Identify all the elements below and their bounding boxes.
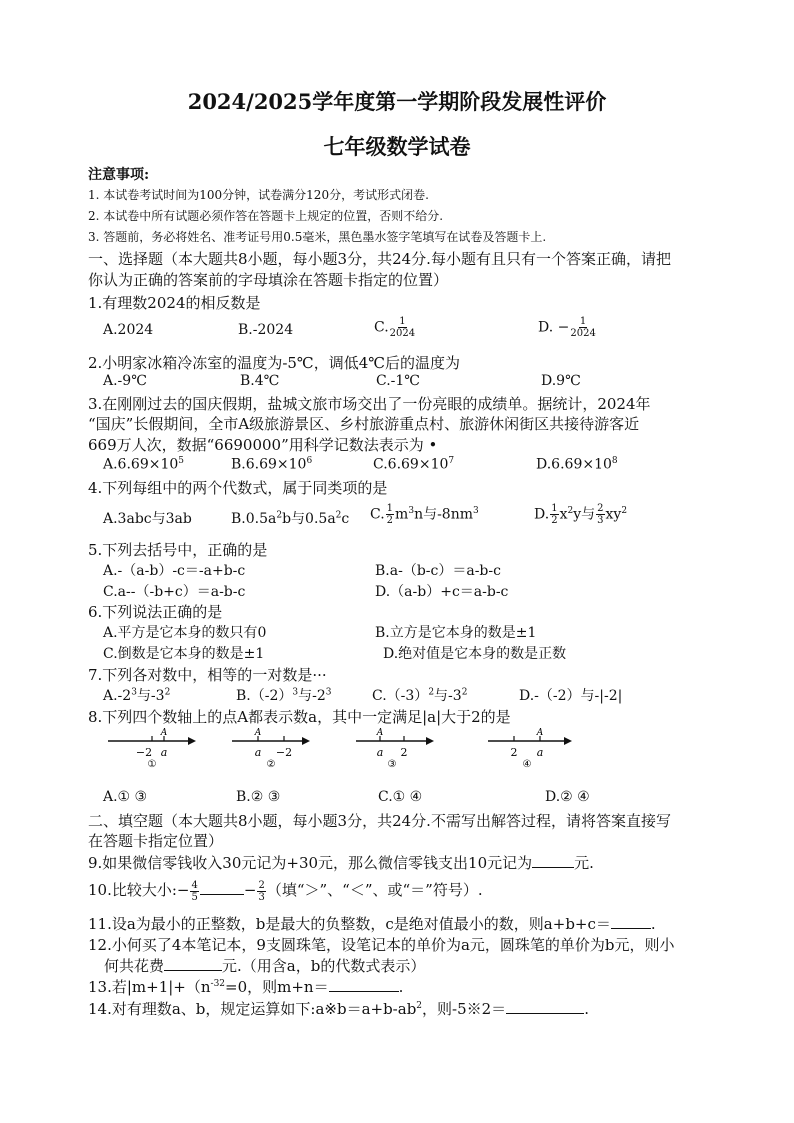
section2-heading-line2: 在答题卡指定位置） <box>88 832 224 850</box>
q12-text: 何共花费 <box>104 957 165 975</box>
q7-b-2: 与-2 <box>298 688 326 704</box>
q4-b-e1: 2 <box>276 510 283 521</box>
q3-stem-line1: 3.在刚刚过去的国庆假期，盐城文旅市场交出了一份亮眼的成绩单。据统计，2024年 <box>88 395 651 413</box>
q5-option-c: C.a--（-b+c）＝a-b-c <box>103 584 246 600</box>
q5-option-a: A.-（a-b）-c＝-a+b-c <box>103 563 246 579</box>
q8-stem: 8.下列四个数轴上的点A都表示数a，其中一定满足|a|大于2的是 <box>88 708 511 726</box>
q4-b-1: B.0.5a <box>231 511 277 527</box>
q4-d-den1: 2 <box>551 515 558 526</box>
q4-option-b <box>231 508 349 528</box>
q10-n1: 4 <box>191 879 198 891</box>
q12-end: 元.（用含a，b的代数式表示） <box>222 957 426 975</box>
q3-stem-line2: “国庆”长假期间，全市A级旅游景区、乡村旅游重点村、旅游休闲街区共接待游客近 <box>88 415 640 433</box>
q14-exp: 2 <box>416 1001 423 1011</box>
q4-d-e1: 2 <box>567 505 574 516</box>
q1-d-prefix: D. − <box>538 319 570 336</box>
q3-b-text: B.6.69×10 <box>231 456 307 473</box>
section2-heading-line1: 二、填空题（本大题共8小题，每小题3分，共24分.不需写出解答过程，请将答案直接写 <box>88 812 671 830</box>
axis4-number: ④ <box>522 759 532 769</box>
q1-option-a: A.2024 <box>103 322 154 338</box>
q6-option-b: B.立方是它本身的数是±1 <box>375 625 537 641</box>
q1-stem: 1.有理数2024的相反数是 <box>88 294 261 312</box>
q12-line1: 12.小何买了4本笔记本，9支圆珠笔，设笔记本的单价为a元，圆珠笔的单价为b元，则小 <box>88 936 675 954</box>
q11-text: 11.设a为最小的正整数，b是最大的负整数，c是绝对值最小的数，则a+b+c＝ <box>88 915 611 933</box>
q2-option-c: C.-1℃ <box>376 373 420 389</box>
exam-title: 2024/2025学年度第一学期阶段发展性评价 <box>187 89 607 114</box>
axis4-tick2: a <box>536 746 544 759</box>
q1-c-fraction <box>390 316 415 339</box>
q1-c-num: 1 <box>399 316 406 327</box>
number-line-3 <box>352 727 452 769</box>
q4-c-e2: 3 <box>473 505 479 516</box>
number-line-2 <box>228 727 328 769</box>
q1-option-b: B.-2024 <box>238 322 294 338</box>
axis4-label-a: A <box>536 728 544 738</box>
q9-answer-blank[interactable] <box>532 853 574 868</box>
q7-a-1: A.-2 <box>103 688 132 704</box>
q10-minus: − <box>243 881 257 899</box>
axis1-label-a: A <box>160 728 168 738</box>
q3-d-text: D.6.69×10 <box>536 456 612 473</box>
q6-option-d: D.绝对值是它本身的数是正数 <box>383 646 567 662</box>
q14-end: . <box>584 1000 589 1018</box>
q4-b-2: b与0.5a <box>282 511 336 527</box>
q13-mid: =0，则m+n＝ <box>225 978 329 996</box>
q4-d-den2: 3 <box>597 515 604 526</box>
q1-option-c <box>374 316 416 339</box>
q1-option-d <box>538 316 597 339</box>
q11 <box>88 913 794 934</box>
axis1-number: ① <box>147 759 157 769</box>
q3-a-exp: 5 <box>178 456 185 466</box>
notes-heading: 注意事项: <box>88 167 150 183</box>
q4-c-fraction <box>386 503 394 526</box>
q2-option-a: A.-9℃ <box>103 373 147 389</box>
q7-b-e2: 3 <box>325 687 332 698</box>
axis3-number: ③ <box>387 759 397 769</box>
q10-answer-blank[interactable] <box>200 880 244 895</box>
q10-n2: 2 <box>258 879 265 891</box>
q7-a-2: 与-3 <box>136 688 165 704</box>
q7-c-e1: 2 <box>428 687 435 698</box>
number-line-1 <box>104 727 204 769</box>
q9-unit: 元. <box>574 854 594 872</box>
q13-text: 13.若|m+1|+（n <box>88 978 211 996</box>
q2-option-d: D.9℃ <box>541 373 581 389</box>
q4-d-3: xy <box>605 506 622 523</box>
q11-end: . <box>650 915 656 933</box>
q6-stem: 6.下列说法正确的是 <box>88 603 223 621</box>
q7-option-c <box>372 685 467 705</box>
q7-c-e2: 2 <box>461 687 468 698</box>
axis2-tick2: −2 <box>275 746 293 759</box>
axis1-tick1: −2 <box>135 746 153 759</box>
q13-end: . <box>398 978 404 996</box>
q8-option-d: D.② ④ <box>545 789 590 805</box>
axis2-number: ② <box>266 759 276 769</box>
axis3-tick2: 2 <box>400 746 408 759</box>
q3-c-exp: 7 <box>448 456 455 466</box>
q3-option-c <box>373 456 454 473</box>
q3-c-text: C.6.69×10 <box>373 456 449 473</box>
section1-heading-line1: 一、选择题（本大题共8小题，每小题3分，共24分.每小题有且只有一个答案正确，请把 <box>88 250 671 268</box>
q9 <box>88 852 794 873</box>
number-line-4 <box>484 727 584 769</box>
q3-option-a <box>103 456 184 473</box>
q4-option-a: A.3abc与3ab <box>103 511 192 527</box>
q10-text: 10.比较大小:− <box>88 881 190 899</box>
q14-answer-blank[interactable] <box>506 999 584 1014</box>
q7-c-2: 与-3 <box>434 688 462 704</box>
q4-d-fraction-1 <box>550 503 558 526</box>
q3-a-text: A.6.69×10 <box>103 456 179 473</box>
q7-option-d: D.-（-2）与-|-2| <box>519 688 623 704</box>
q8-option-c: C.① ④ <box>378 789 423 805</box>
q4-d-e2: 2 <box>621 505 628 516</box>
q4-c-prefix: C. <box>370 506 385 523</box>
q9-text: 9.如果微信零钱收入30元记为+30元，那么微信零钱支出10元记为 <box>88 854 533 872</box>
axis2-label-a: A <box>254 728 262 738</box>
q8-option-a: A.① ③ <box>103 789 148 805</box>
q4-option-c <box>370 503 479 526</box>
q13 <box>88 976 794 997</box>
axis2-tick1: a <box>254 746 262 759</box>
section1-heading-line2: 你认为正确的答案前的字母填涂在答题卡指定的位置） <box>88 271 449 289</box>
q7-c-1: C.（-3） <box>372 688 429 704</box>
q1-c-den: 2024 <box>389 328 416 339</box>
q4-d-fraction-2 <box>596 503 604 526</box>
q4-c-den: 2 <box>386 515 394 526</box>
q4-option-d <box>534 503 627 526</box>
q6-option-a: A.平方是它本身的数只有0 <box>103 625 267 641</box>
q7-option-a <box>103 685 170 705</box>
q10-fraction-2 <box>257 880 265 903</box>
q4-d-prefix: D. <box>534 506 550 523</box>
q5-option-d: D.（a-b）+c＝a-b-c <box>375 584 509 600</box>
q4-d-num1: 1 <box>551 503 558 514</box>
q4-c-1: m <box>395 506 409 523</box>
q7-option-b <box>236 685 332 705</box>
q4-stem: 4.下列每组中的两个代数式，属于同类项的是 <box>88 479 388 497</box>
q7-stem: 7.下列各对数中，相等的一对数是··· <box>88 666 327 684</box>
q6-option-c: C.倒数是它本身的数是±1 <box>103 646 265 662</box>
q4-d-2: y与 <box>573 506 596 523</box>
exam-subtitle: 七年级数学试卷 <box>323 134 471 159</box>
q1-d-den: 2024 <box>570 328 596 339</box>
q3-stem-line3: 669万人次，数据“6690000”用科学记数法表示为 • <box>88 436 438 454</box>
q4-d-1: x <box>559 506 568 523</box>
q1-d-fraction <box>570 316 595 339</box>
q12-answer-blank[interactable] <box>164 956 222 971</box>
q7-a-e2: 2 <box>164 687 171 698</box>
q3-d-exp: 8 <box>611 456 618 466</box>
q14 <box>88 998 794 1019</box>
q5-option-b: B.a-（b-c）＝a-b-c <box>375 563 501 579</box>
q4-d-num2: 2 <box>597 503 604 514</box>
q10-fraction-1 <box>190 880 198 903</box>
q4-b-e2: 2 <box>335 510 342 521</box>
q7-b-e1: 3 <box>292 687 299 698</box>
q10-hint: （填“＞”、“＜”、或“＝”符号）. <box>266 881 483 899</box>
q13-exp: -32 <box>210 979 226 989</box>
q10-d2: 3 <box>258 891 265 903</box>
q7-b-1: B.（-2） <box>236 688 293 704</box>
note-item-3: 3. 答题前，务必将姓名、准考证号用0.5毫米，黑色墨水签字笔填写在试卷及答题卡上. <box>88 230 547 244</box>
q14-mid: ，则-5※2＝ <box>422 1000 507 1018</box>
note-item-2: 2. 本试卷中所有试题必须作答在答题卡上规定的位置，否则不给分. <box>88 209 444 223</box>
q1-c-prefix: C. <box>374 319 389 336</box>
q2-option-b: B.4℃ <box>240 373 280 389</box>
q7-a-e1: 3 <box>131 687 137 698</box>
q2-stem: 2.小明家冰箱冷冻室的温度为-5℃，调低4℃后的温度为 <box>88 354 461 372</box>
q3-b-exp: 6 <box>306 456 313 466</box>
q5-stem: 5.下列去括号中，正确的是 <box>88 541 268 559</box>
q13-answer-blank[interactable] <box>329 977 399 992</box>
axis1-tick2: a <box>160 746 168 759</box>
q12-line2 <box>104 955 794 976</box>
axis3-tick1: a <box>376 746 384 759</box>
q8-option-b: B.② ③ <box>236 789 281 805</box>
q4-c-2: n与-8nm <box>414 506 474 523</box>
axis3-label-a: A <box>376 728 384 738</box>
q1-d-num: 1 <box>579 316 587 327</box>
note-item-1: 1. 本试卷考试时间为100分钟，试卷满分120分，考试形式闭卷. <box>88 188 429 202</box>
q4-c-e1: 3 <box>408 505 415 516</box>
q10 <box>88 879 794 903</box>
axis4-tick1: 2 <box>510 746 518 759</box>
q3-option-b <box>231 456 312 473</box>
q14-text: 14.对有理数a、b，规定运算如下:a※b＝a+b-ab <box>88 1000 417 1018</box>
q11-answer-blank[interactable] <box>611 914 651 929</box>
q10-d1: 5 <box>191 891 198 903</box>
q4-b-3: c <box>341 511 350 527</box>
q3-option-d <box>536 456 618 473</box>
q4-c-num: 1 <box>386 503 394 514</box>
